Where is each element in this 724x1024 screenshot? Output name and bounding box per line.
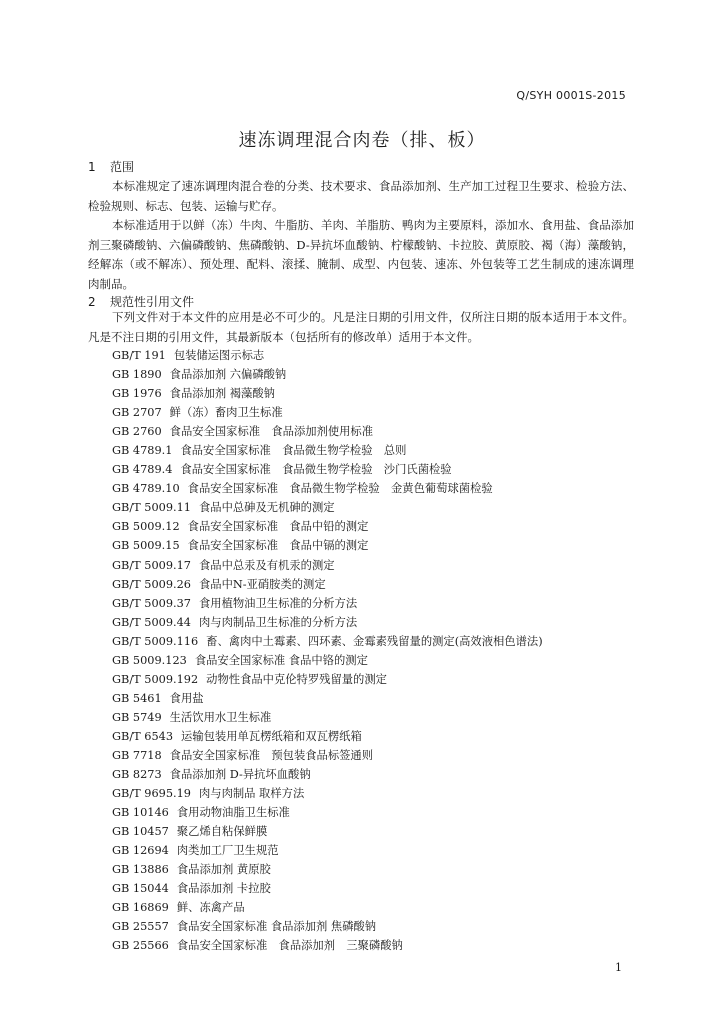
reference-title: 鲜（冻）畜肉卫生标准 — [169, 406, 283, 420]
reference-item — [112, 689, 543, 708]
reference-title: 食品添加剂 黄原胶 — [176, 863, 271, 877]
reference-code: GB 12694 — [112, 844, 169, 858]
reference-code: GB/T 5009.17 — [112, 558, 191, 572]
reference-item — [112, 936, 543, 955]
reference-title: 食品安全国家标准 食品添加剂 焦磷酸钠 — [176, 920, 377, 934]
reference-item — [112, 441, 543, 460]
reference-item — [112, 898, 543, 917]
reference-code: GB/T 5009.192 — [112, 672, 199, 686]
reference-item — [112, 479, 543, 498]
reference-item — [112, 860, 543, 879]
reference-title: 食品安全国家标准 食品添加剂 三聚磷酸钠 — [176, 939, 403, 953]
reference-code: GB 10146 — [112, 806, 169, 820]
reference-code: GB 10457 — [112, 825, 169, 839]
reference-item — [112, 556, 543, 575]
reference-item — [112, 403, 543, 422]
reference-code: GB/T 5009.26 — [112, 577, 191, 591]
reference-item — [112, 517, 543, 536]
references-intro-paragraph: 下列文件对于本文件的应用是必不可少的。凡是注日期的引用文件，仅所注日期的版本适用于本文件。凡是不注日期的引用文件，其最新版本（包括所有的修改单）适用于本文件。 — [88, 310, 634, 344]
section-number: 2 — [88, 295, 96, 309]
reference-item — [112, 708, 543, 727]
reference-item — [112, 917, 543, 936]
reference-title: 食用盐 — [169, 691, 204, 705]
reference-code: GB 5009.12 — [112, 520, 180, 534]
reference-item — [112, 365, 543, 384]
reference-title: 运输包装用单瓦楞纸箱和双瓦楞纸箱 — [181, 729, 362, 743]
reference-item — [112, 632, 543, 651]
reference-code: GB 5461 — [112, 691, 162, 705]
reference-title: 食品安全国家标准 食品微生物学检验 沙门氏菌检验 — [180, 463, 452, 477]
reference-title: 食用动物油脂卫生标准 — [176, 806, 290, 820]
reference-title: 食品中总砷及无机砷的测定 — [198, 501, 335, 515]
reference-code: GB 8273 — [112, 768, 162, 782]
reference-title: 食品添加剂 D-异抗坏血酸钠 — [169, 768, 311, 782]
standard-code: Q/SYH 0001S-2015 — [516, 89, 626, 102]
reference-item — [112, 651, 543, 670]
reference-title: 食品安全国家标准 食品添加剂使用标准 — [169, 425, 374, 439]
reference-item — [112, 727, 543, 746]
reference-title: 食用植物油卫生标准的分析方法 — [198, 596, 358, 610]
reference-title: 肉类加工厂卫生规范 — [176, 844, 279, 858]
reference-item — [112, 384, 543, 403]
reference-code: GB 4789.10 — [112, 482, 180, 496]
reference-title: 食品添加剂 卡拉胶 — [176, 882, 271, 896]
reference-code: GB/T 9695.19 — [112, 787, 191, 801]
reference-item — [112, 765, 543, 784]
reference-title: 包装储运图示标志 — [173, 349, 265, 362]
reference-item — [112, 594, 543, 613]
reference-code: GB 5749 — [112, 710, 162, 724]
reference-title: 食品添加剂 褐藻酸钠 — [169, 387, 275, 401]
reference-code: GB 16869 — [112, 901, 169, 915]
reference-code: GB 2760 — [112, 425, 162, 439]
reference-title: 食品安全国家标准 食品中铅的测定 — [187, 520, 369, 534]
reference-code: GB 15044 — [112, 882, 169, 896]
reference-title: 食品安全国家标准 食品中镉的测定 — [187, 539, 369, 553]
reference-title: 鲜、冻禽产品 — [176, 901, 245, 915]
reference-code: GB 13886 — [112, 863, 169, 877]
reference-title: 食品中总汞及有机汞的测定 — [198, 558, 335, 572]
reference-code: GB 5009.15 — [112, 539, 180, 553]
reference-title: 食品安全国家标准 食品微生物学检验 总则 — [180, 444, 407, 458]
reference-item — [112, 575, 543, 594]
scope-paragraph-2: 本标准适用于以鲜（冻）牛肉、牛脂肪、羊肉、羊脂肪、鸭肉为主要原料，添加水、食用盐、食品添加剂三聚磷酸钠、六偏磷酸钠、焦磷酸钠、D-异抗坏血酸钠、柠檬酸钠、卡拉胶、黄原胶、褐（海）藻酸钠，经解冻（或不解冻）、预处理、配料、滚揉、腌制、成型、内包装、速冻、外包装等工艺生制成的速冻调理肉制品。 — [88, 218, 634, 291]
reference-item — [112, 460, 543, 479]
reference-item — [112, 803, 543, 822]
reference-code: GB/T 5009.11 — [112, 501, 191, 515]
scope-paragraph-1: 本标准规定了速冻调理肉混合卷的分类、技术要求、食品添加剂、生产加工过程卫生要求、检验方法、检验规则、标志、包装、运输与贮存。 — [88, 179, 634, 213]
reference-item — [112, 746, 543, 765]
reference-code: GB/T 5009.116 — [112, 634, 199, 648]
reference-item — [112, 613, 543, 632]
reference-code: GB 1890 — [112, 368, 162, 382]
reference-title: 聚乙烯自粘保鲜膜 — [176, 825, 268, 839]
reference-code: GB 5009.123 — [112, 653, 187, 667]
section-heading-scope — [88, 158, 134, 175]
section-number: 1 — [88, 160, 96, 174]
reference-code: GB/T 5009.44 — [112, 615, 191, 629]
reference-code: GB 1976 — [112, 387, 162, 401]
reference-code: GB 25557 — [112, 920, 169, 934]
reference-item — [112, 498, 543, 517]
reference-title: 食品安全国家标准 食品中铬的测定 — [194, 653, 368, 667]
reference-code: GB 4789.4 — [112, 463, 173, 477]
reference-title: 食品安全国家标准 食品微生物学检验 金黄色葡萄球菌检验 — [187, 482, 493, 496]
reference-title: 食品安全国家标准 预包装食品标签通则 — [169, 748, 374, 762]
reference-code: GB/T 6543 — [112, 729, 174, 743]
reference-item — [112, 822, 543, 841]
reference-title: 食品添加剂 六偏磷酸钠 — [169, 368, 287, 382]
reference-title: 食品中N-亚硝胺类的测定 — [198, 577, 326, 591]
reference-item — [112, 536, 543, 555]
page-number: 1 — [615, 961, 622, 974]
reference-code: GB 7718 — [112, 748, 162, 762]
reference-item — [112, 784, 543, 803]
reference-item — [112, 422, 543, 441]
reference-title: 生活饮用水卫生标准 — [169, 710, 272, 724]
reference-code: GB/T 5009.37 — [112, 596, 191, 610]
reference-code: GB 2707 — [112, 406, 162, 420]
section-title: 范围 — [110, 160, 135, 174]
reference-title: 肉与肉制品卫生标准的分析方法 — [198, 615, 358, 629]
reference-item — [112, 670, 543, 689]
section-title: 规范性引用文件 — [110, 295, 195, 309]
reference-list — [112, 346, 543, 956]
document-title: 速冻调理混合肉卷（排、板） — [238, 130, 486, 151]
reference-code: GB/T 191 — [112, 349, 166, 362]
reference-title: 动物性食品中克伦特罗残留量的测定 — [206, 672, 387, 686]
reference-code: GB 25566 — [112, 939, 169, 953]
reference-item — [112, 879, 543, 898]
reference-item — [112, 841, 543, 860]
reference-title: 畜、禽肉中土霉素、四环素、金霉素残留量的测定(高效液相色谱法) — [206, 634, 543, 648]
reference-code: GB 4789.1 — [112, 444, 173, 458]
reference-title: 肉与肉制品 取样方法 — [198, 787, 305, 801]
reference-item — [112, 346, 543, 365]
